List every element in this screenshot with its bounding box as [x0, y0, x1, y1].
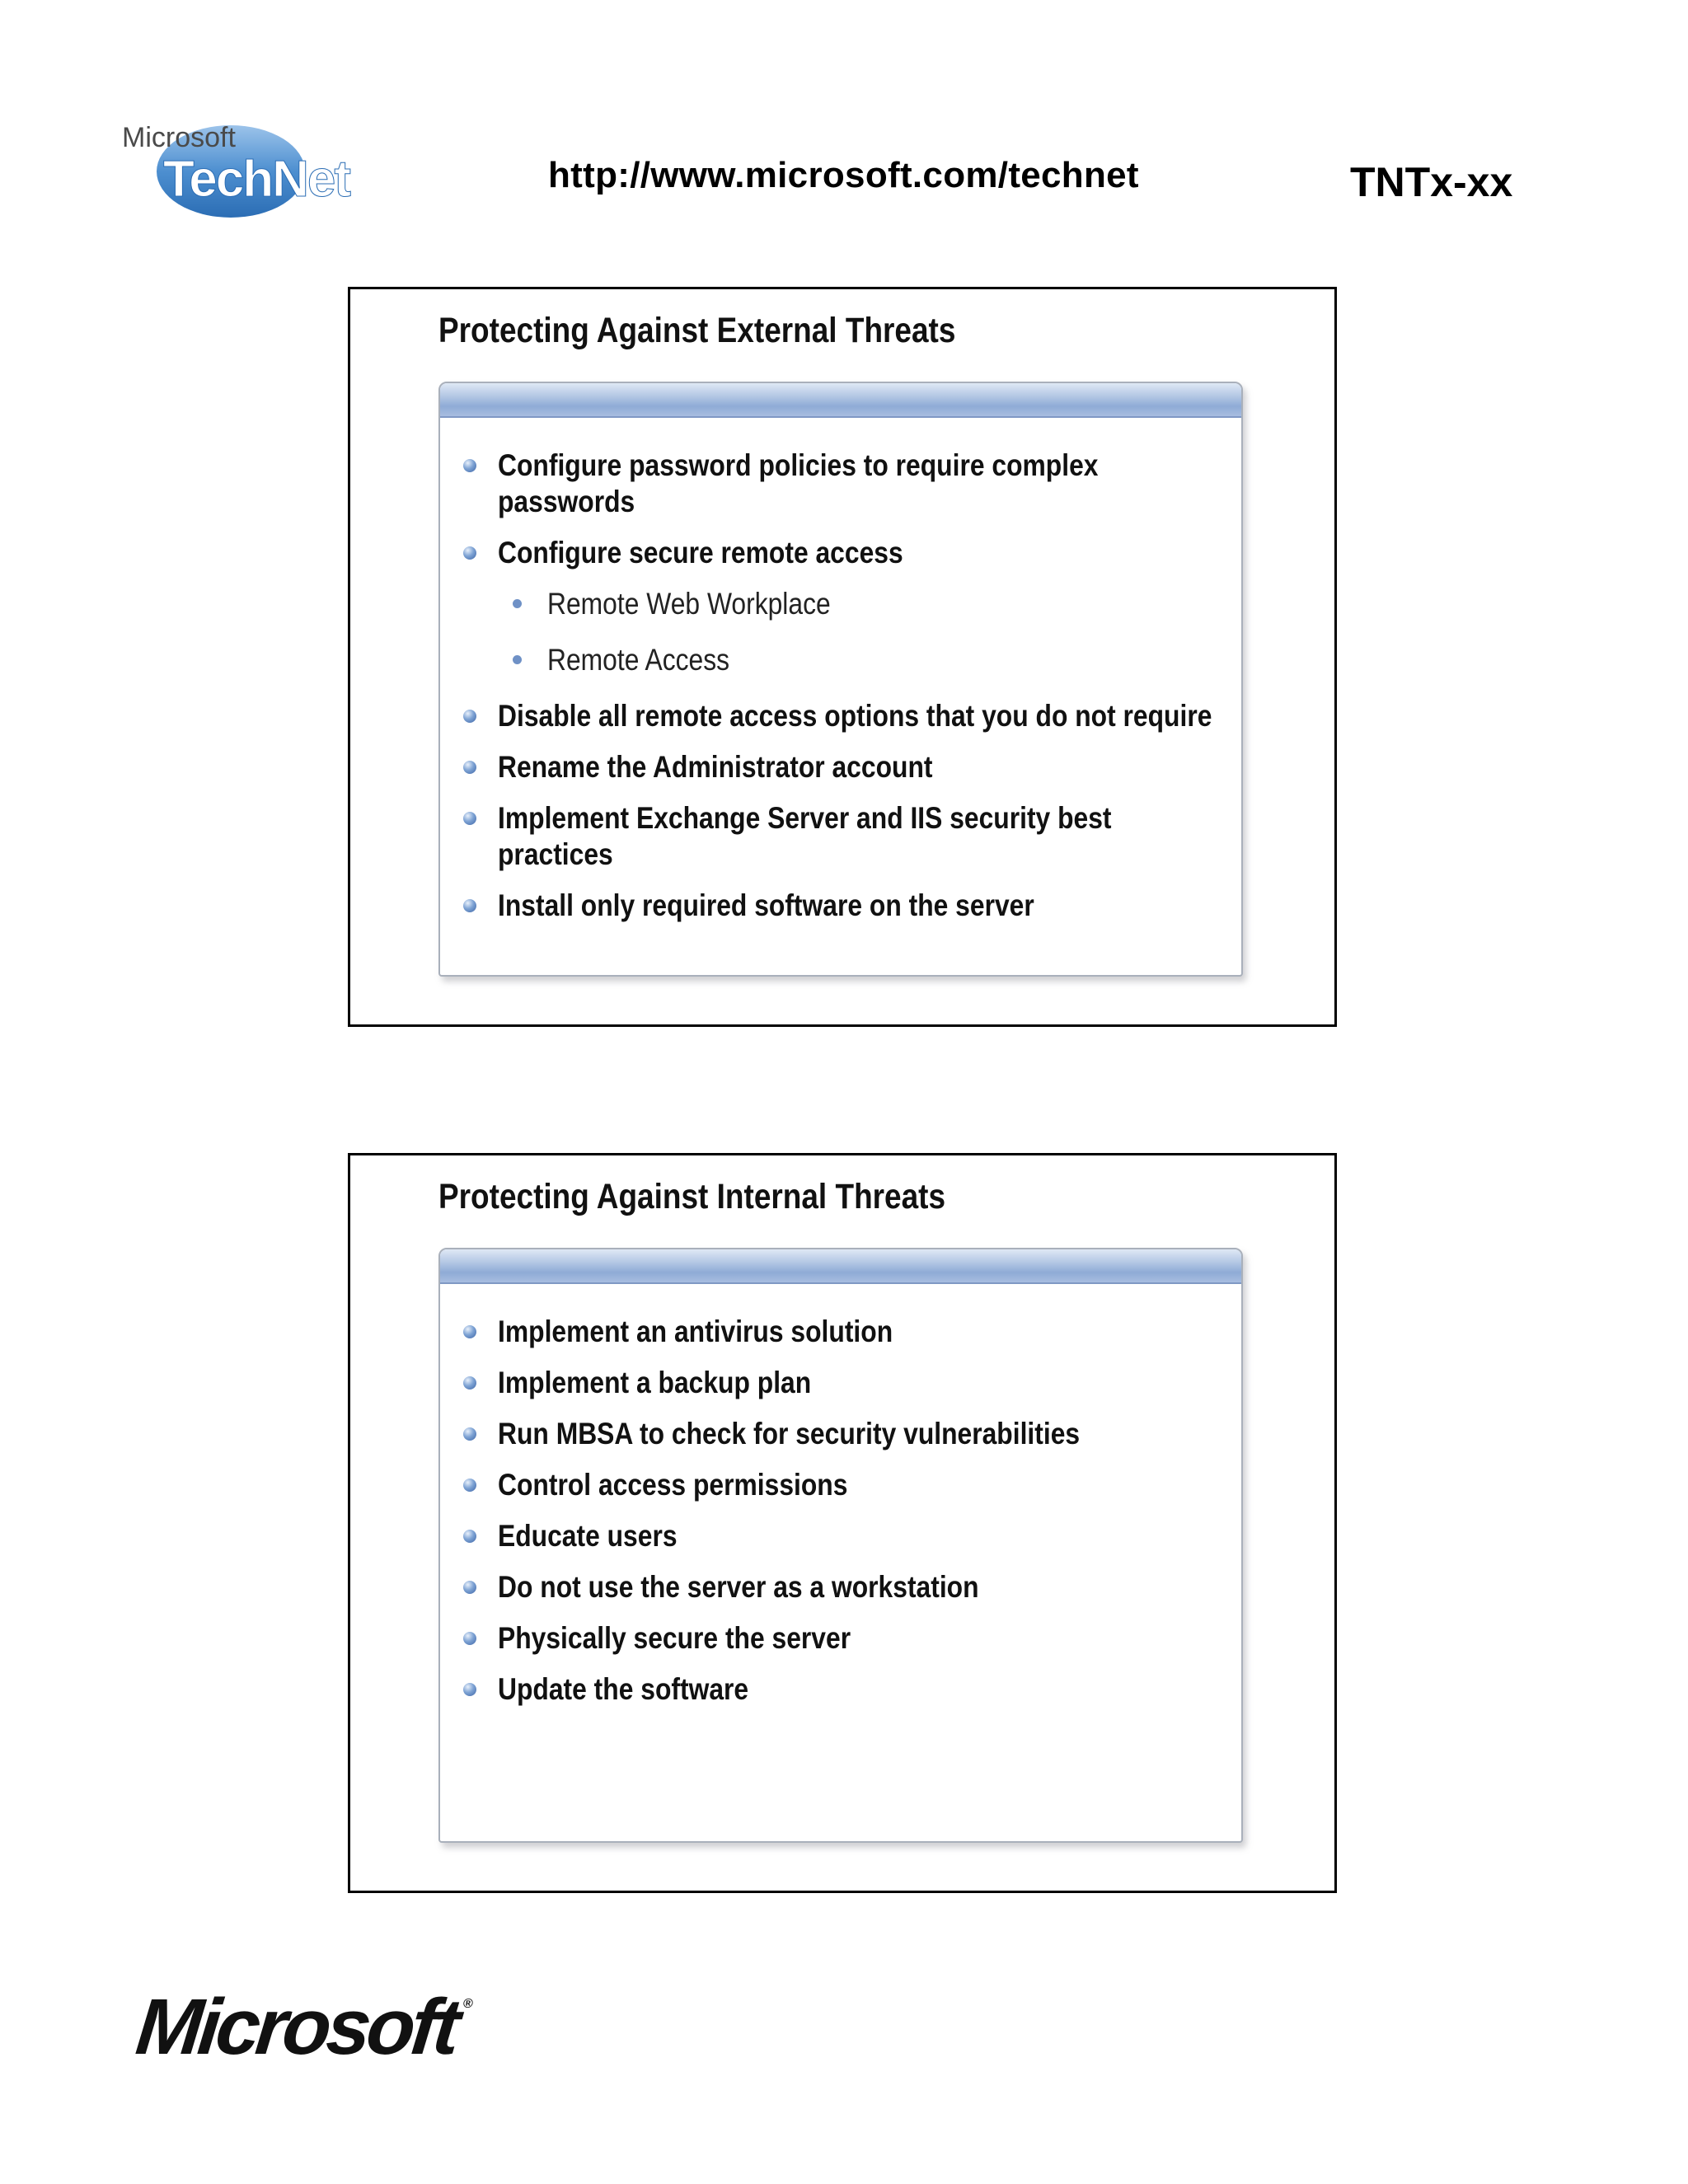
- microsoft-logo-text: Microsoft: [132, 1983, 461, 2071]
- list-item-text: Do not use the server as a workstation: [498, 1570, 979, 1604]
- list-item: [457, 1365, 1231, 1401]
- sub-list-item-text: Remote Web Workplace: [547, 587, 831, 621]
- bullet-icon: [463, 812, 476, 825]
- bullet-icon: [463, 1530, 476, 1543]
- bullet-icon: [463, 1479, 476, 1492]
- list-item-text: Configure secure remote access: [498, 536, 903, 569]
- list-item-text: Install only required software on the server: [498, 888, 1034, 922]
- sub-bullet-icon: [513, 599, 522, 608]
- bullet-icon: [463, 710, 476, 723]
- list-item-text: Physically secure the server: [498, 1621, 851, 1655]
- bullet-icon: [463, 1632, 476, 1645]
- sub-bullet-icon: [513, 655, 522, 664]
- list-item: [457, 1467, 1231, 1503]
- microsoft-logo: [132, 1982, 474, 2073]
- list-item: [457, 1416, 1231, 1452]
- slide-title: Protecting Against External Threats: [438, 311, 956, 350]
- panel-header-band: [440, 1249, 1241, 1284]
- bullet-icon: [463, 761, 476, 774]
- list-item: [457, 1314, 1231, 1350]
- list-item-text: Run MBSA to check for security vulnerabilities: [498, 1417, 1081, 1451]
- header-url: http://www.microsoft.com/technet: [548, 155, 1139, 195]
- list-item: [457, 535, 1231, 571]
- bullet-icon: [463, 1325, 476, 1338]
- bullet-icon: [463, 1376, 476, 1390]
- slide-panel: [438, 382, 1243, 977]
- registered-mark: ®: [462, 1997, 474, 2011]
- slide-title: Protecting Against Internal Threats: [438, 1177, 946, 1216]
- list-item: [457, 888, 1231, 924]
- list-item-text: Rename the Administrator account: [498, 750, 933, 784]
- list-item: [457, 1569, 1231, 1605]
- bullet-icon: [463, 899, 476, 912]
- bullet-icon: [463, 459, 476, 472]
- list-item-text: Implement an antivirus solution: [498, 1315, 893, 1348]
- list-item: [457, 448, 1231, 520]
- list-item-text: Educate users: [498, 1519, 678, 1553]
- list-item: [457, 1620, 1231, 1657]
- list-item-text: Disable all remote access options that you do not require: [498, 699, 1212, 733]
- list-item-text: Configure password policies to require complex passwords: [498, 448, 1099, 518]
- list-item: [457, 1518, 1231, 1554]
- slide-panel: [438, 1248, 1243, 1843]
- bullet-icon: [463, 546, 476, 560]
- list-item: [457, 698, 1231, 734]
- technet-logo-small-text: Microsoft: [122, 122, 236, 153]
- sub-list-item-text: Remote Access: [547, 643, 730, 677]
- bullet-icon: [463, 1683, 476, 1696]
- list-item: [457, 749, 1231, 785]
- slide-internal-threats: [348, 1153, 1337, 1893]
- list-item: [457, 800, 1231, 873]
- document-code: TNTx-xx: [1350, 159, 1513, 205]
- sub-list-item: [457, 586, 1231, 622]
- list-item-text: Control access permissions: [498, 1468, 848, 1502]
- list-item-text: Implement Exchange Server and IIS security best practices: [498, 801, 1112, 871]
- technet-logo-large-text: TechNet: [163, 151, 350, 208]
- bullet-icon: [463, 1427, 476, 1441]
- bullet-icon: [463, 1581, 476, 1594]
- list-item-text: Implement a backup plan: [498, 1366, 812, 1399]
- list-item-text: Update the software: [498, 1672, 749, 1706]
- slide-external-threats: [348, 287, 1337, 1027]
- sub-list-item: [457, 642, 1231, 678]
- bullet-list: [457, 1314, 1231, 1722]
- list-item: [457, 1671, 1231, 1708]
- panel-header-band: [440, 383, 1241, 418]
- bullet-list: [457, 448, 1231, 939]
- technet-logo: [115, 107, 396, 223]
